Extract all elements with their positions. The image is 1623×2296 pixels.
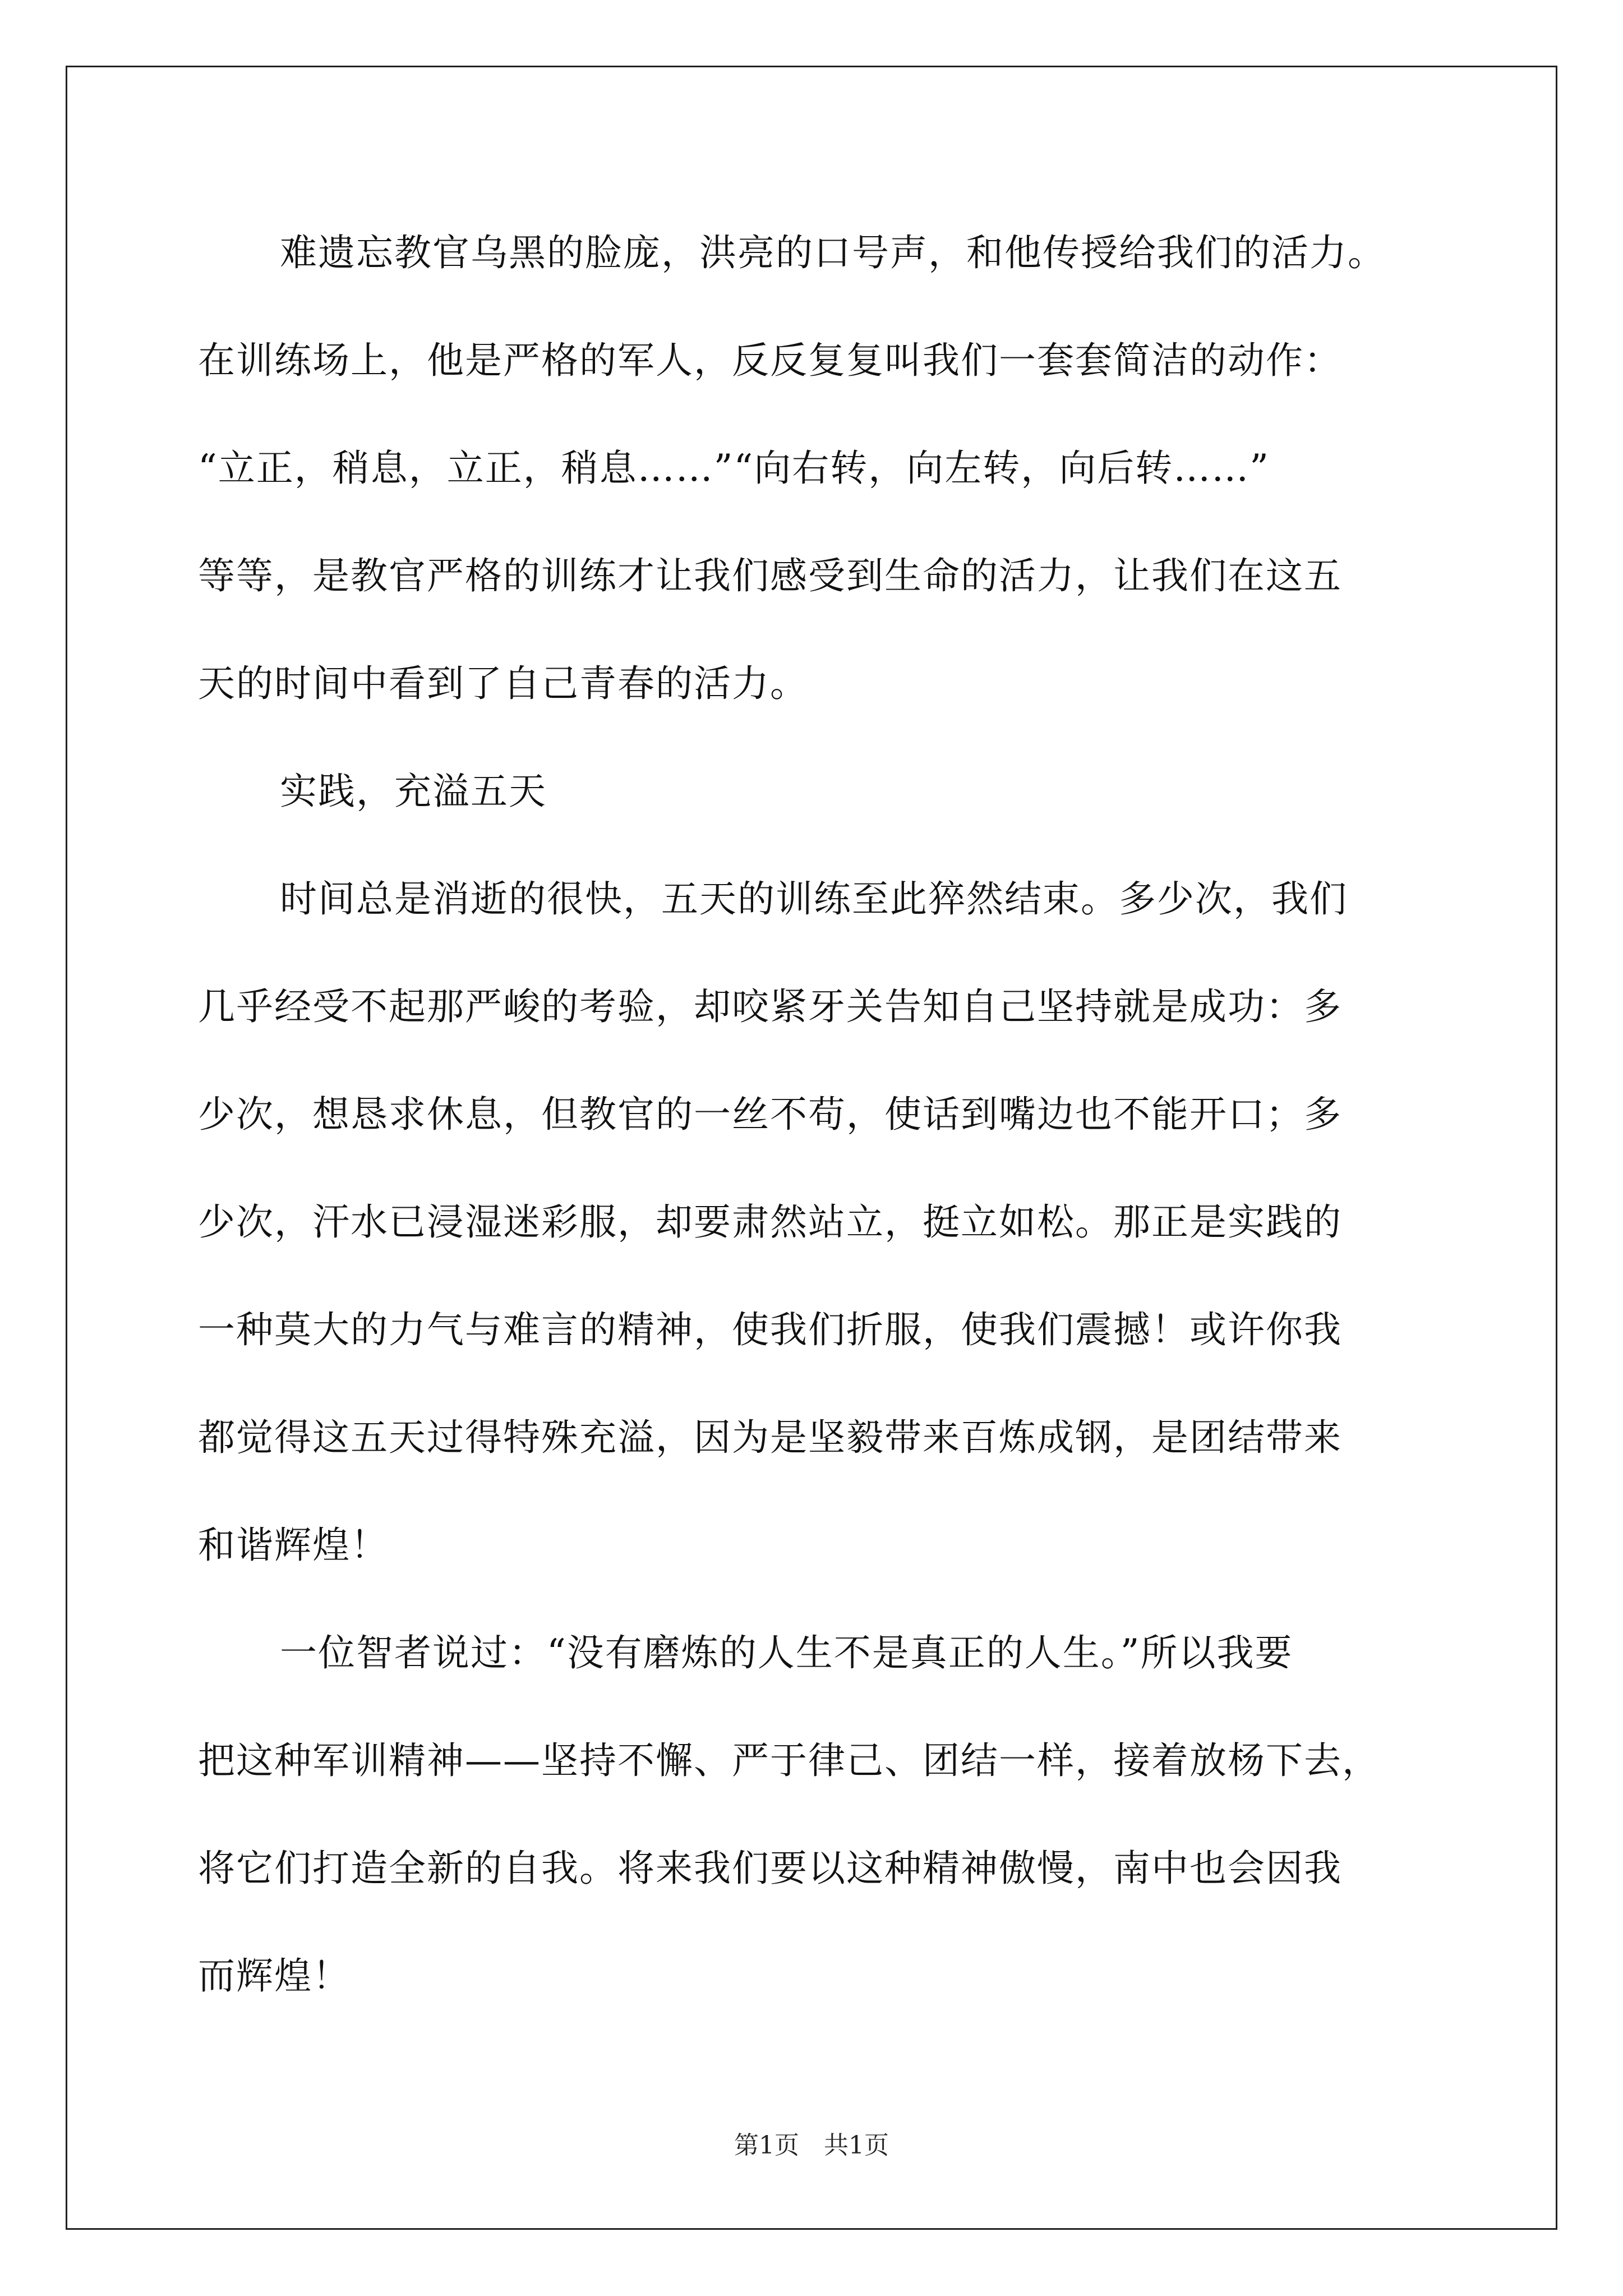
text-line: 在训练场上，他是严格的军人，反反复复叫我们一套套简洁的动作：: [198, 339, 1342, 382]
text-line: 一种莫大的力气与难言的精神，使我们折服，使我们震撼！或许你我: [198, 1308, 1342, 1351]
text-line: 难遗忘教官乌黑的脸庞，洪亮的口号声，和他传授给我们的活力。: [280, 231, 1386, 274]
text-line: 少次，想恳求休息，但教官的一丝不苟，使话到嘴边也不能开口；多: [198, 1093, 1342, 1136]
text-line: “立正，稍息，立正，稍息……”“向右转，向左转，向后转……”: [198, 447, 1270, 490]
section-heading: 实践，充溢五天: [280, 770, 547, 813]
text-line: 都觉得这五天过得特殊充溢，因为是坚毅带来百炼成钢，是团结带来: [198, 1416, 1342, 1459]
text-line: 而辉煌！: [198, 1954, 351, 1998]
text-line: 时间总是消逝的很快，五天的训练至此猝然结束。多少次，我们: [280, 877, 1348, 921]
text-line: 把这种军训精神——坚持不懈、严于律己、团结一样，接着放杨下去，: [198, 1739, 1380, 1782]
text-line: 一位智者说过：“没有磨炼的人生不是真正的人生。”所以我要: [280, 1631, 1293, 1674]
text-line: 天的时间中看到了自己青春的活力。: [198, 662, 808, 705]
text-line: 少次，汗水已浸湿迷彩服，却要肃然站立，挺立如松。那正是实践的: [198, 1200, 1342, 1244]
text-line: 将它们打造全新的自我。将来我们要以这种精神傲慢，南中也会因我: [198, 1847, 1342, 1890]
text-line: 几乎经受不起那严峻的考验，却咬紧牙关告知自己坚持就是成功：多: [198, 985, 1342, 1028]
page-number: 第1页: [734, 2131, 799, 2160]
page-total: 共1页: [824, 2131, 889, 2160]
document-body: [198, 220, 1443, 2051]
text-line: 和谐辉煌！: [198, 1524, 389, 1567]
page-footer: [0, 2125, 1623, 2161]
text-line: 等等，是教官严格的训练才让我们感受到生命的活力，让我们在这五: [198, 554, 1342, 597]
